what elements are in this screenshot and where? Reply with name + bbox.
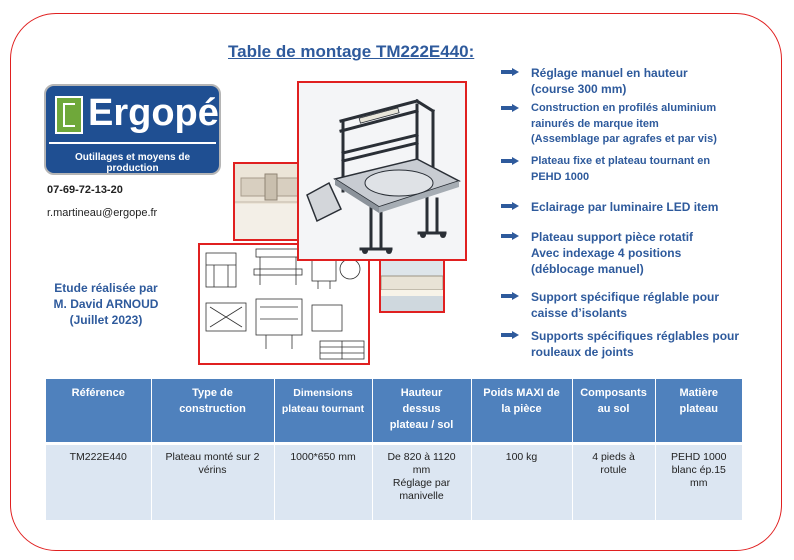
arrow-right-icon — [501, 331, 519, 339]
profile-detail-photo — [233, 162, 303, 241]
logo-tagline: Outillages et moyens de production — [74, 152, 191, 174]
study-date: (Juillet 2023) — [69, 313, 143, 327]
page-title: Table de montage TM222E440: — [228, 42, 475, 61]
table-cell: Plateau monté sur 2 vérins — [151, 445, 274, 520]
feature-line: Plateau fixe et plateau tournant en — [531, 155, 711, 167]
logo-mark-icon — [55, 96, 83, 134]
contact-email: r.martineau@ergope.fr — [47, 207, 158, 219]
feature-line: Avec indexage 4 positions — [531, 246, 682, 260]
table-cell: PEHD 1000 blanc ép.15 mm — [655, 445, 742, 520]
arrow-right-icon — [501, 104, 519, 112]
feature-line: Plateau support pièce rotatif — [531, 230, 694, 244]
table-cell: TM222E440 — [46, 445, 151, 520]
company-logo — [44, 84, 221, 175]
arrow-right-icon — [501, 232, 519, 240]
column-header: Matière plateau — [655, 379, 742, 442]
column-header: Composants au sol — [572, 379, 655, 442]
feature-line: Construction en profilés aluminium — [531, 102, 717, 114]
column-header: Hauteur dessus plateau / sol — [372, 379, 471, 442]
logo-name: Ergopé — [88, 92, 219, 134]
table-header-row — [46, 379, 742, 442]
arrow-right-icon — [501, 157, 519, 165]
study-credit — [36, 280, 176, 328]
feature-line: Supports spécifiques réglables pour — [531, 329, 740, 343]
feature-line: rainurés de marque item — [531, 117, 659, 130]
column-header: Poids MAXI de la pièce — [471, 379, 572, 442]
study-line-1: Etude réalisée par — [54, 281, 158, 295]
logo-divider — [49, 142, 216, 144]
table-row — [46, 445, 742, 520]
feature-line: PEHD 1000 — [531, 170, 590, 183]
feature-line: caisse d’isolants — [531, 306, 628, 320]
study-author: M. David ARNOUD — [53, 297, 159, 311]
feature-line: (course 300 mm) — [531, 82, 627, 96]
column-header: Type de construction — [151, 379, 274, 442]
feature-line: Support spécifique réglable pour — [531, 290, 720, 304]
feature-line: (déblocage manuel) — [531, 262, 644, 276]
table-cell: 4 pieds à rotule — [572, 445, 655, 520]
table-cell: De 820 à 1120 mm Réglage par manivelle — [372, 445, 471, 520]
table-cell: 1000*650 mm — [274, 445, 372, 520]
contact-phone: 07-69-72-13-20 — [47, 184, 123, 196]
column-header: Référence — [46, 379, 151, 442]
feature-line: Eclairage par luminaire LED item — [531, 200, 719, 214]
table-cell: 100 kg — [471, 445, 572, 520]
column-header: Dimensions plateau tournant — [274, 379, 372, 442]
arrow-right-icon — [501, 202, 519, 210]
feature-line: rouleaux de joints — [531, 345, 634, 359]
spec-table — [46, 379, 742, 520]
workbench-3d-render — [297, 81, 467, 261]
feature-line: (Assemblage par agrafes et par vis) — [531, 133, 717, 145]
feature-line: Réglage manuel en hauteur — [531, 66, 688, 80]
arrow-right-icon — [501, 292, 519, 300]
arrow-right-icon — [501, 68, 519, 76]
luminaire-detail-photo — [379, 258, 445, 313]
